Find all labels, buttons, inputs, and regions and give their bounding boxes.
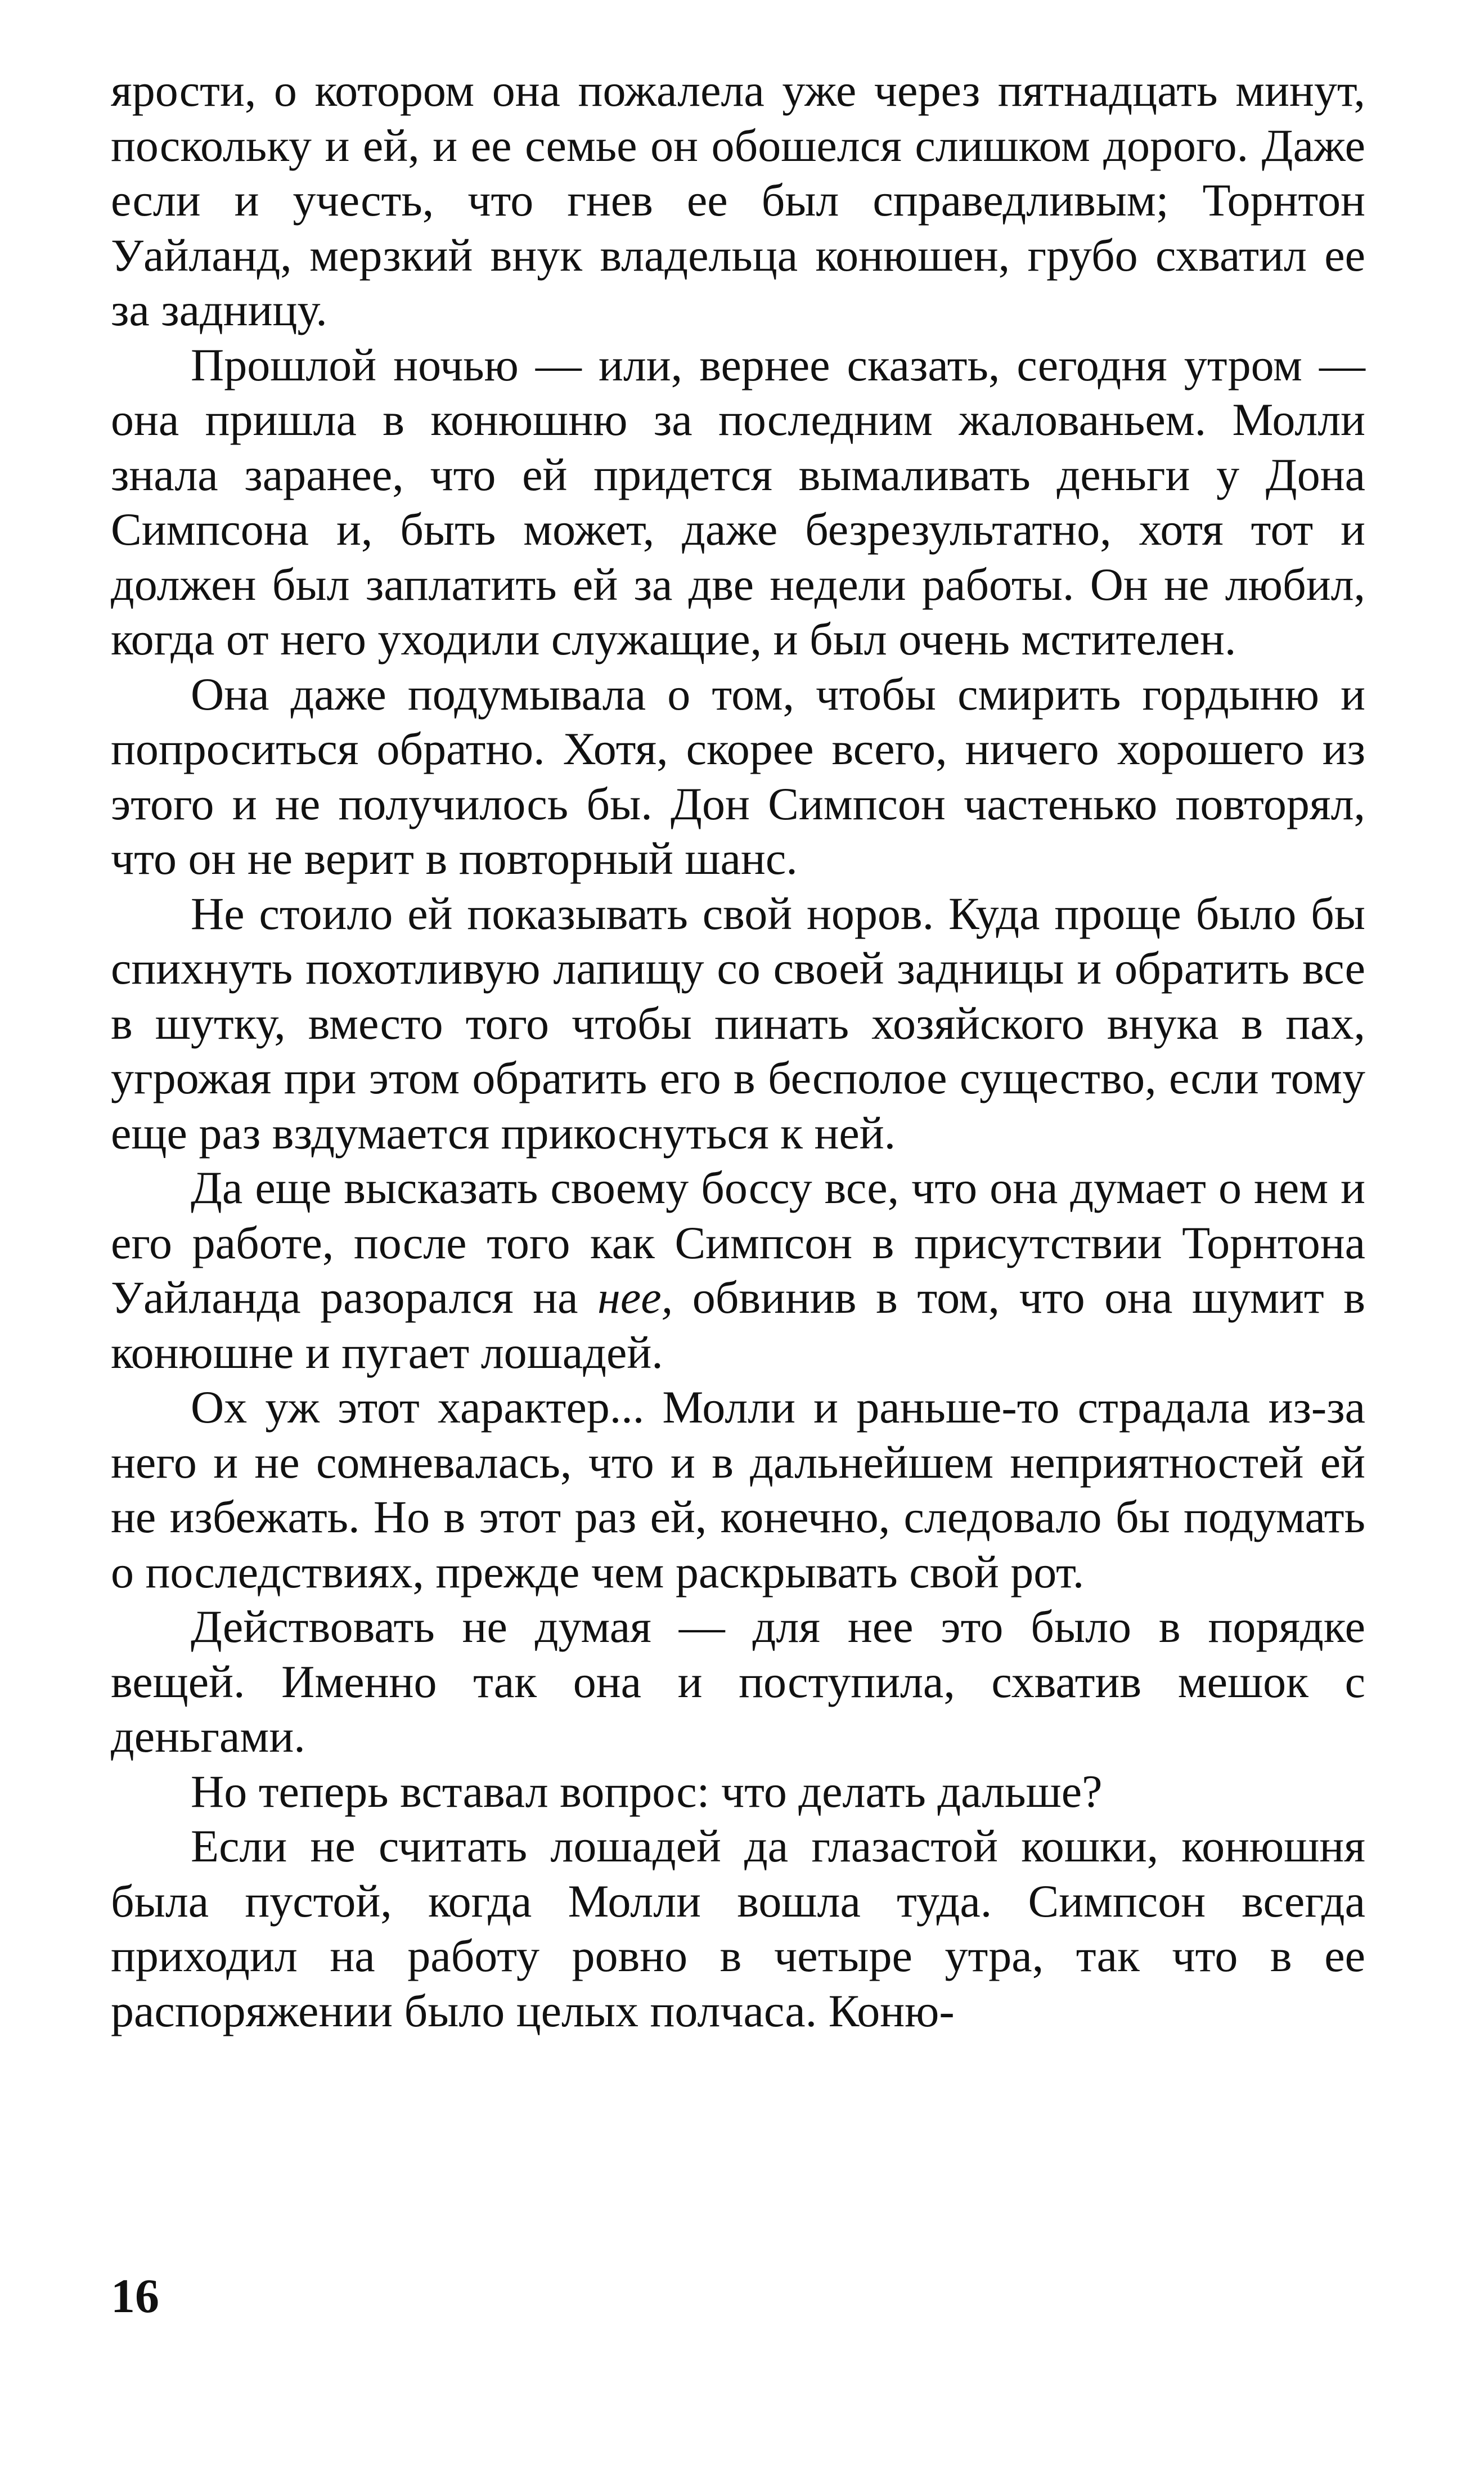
paragraph-5-text-before: Да еще высказать своему боссу все, что она думает о нем и его работе, после того как Симпсон в присутствии Торнтона Уайланда разорался на (111, 1162, 1365, 1323)
paragraph-6: Ох уж этот характер... Молли и раньше-то страдала из-за него и не сомневалась, что и в дальнейшем неприятностей ей не избежать. Но в этот раз ей, конечно, следовало бы подумать о последствиях, прежде чем раскрывать свой рот. (111, 1381, 1365, 1597)
paragraph-8: Но теперь вставал вопрос: что делать дальше? (191, 1765, 1103, 1817)
paragraph-5 (111, 1160, 1365, 1380)
emphasized-word: нее, (597, 1272, 673, 1323)
body-text (111, 63, 1365, 2038)
paragraph-5-text-after: обвинив в том, что она шумит в конюшне и пугает лошадей. (111, 1272, 1365, 1378)
paragraph-1: ярости, о котором она пожалела уже через пятнадцать минут, поскольку и ей, и ее семье он обошелся слишком дорого. Даже если и учесть, что гнев ее был справедливым; Торнтон Уайланд, мерзкий внук владельца конюшен, грубо схватил ее за задницу. (111, 65, 1365, 335)
paragraph-2: Прошлой ночью — или, вернее сказать, сегодня утром — она пришла в конюшню за последним жалованьем. Молли знала заранее, что ей придется вымаливать деньги у Дона Симпсона и, быть может, даже безрезультатно, хотя тот и должен был заплатить ей за две недели работы. Он не любил, когда от него уходили служащие, и был очень мстителен. (111, 339, 1365, 665)
paragraph-7: Действовать не думая — для нее это было в порядке вещей. Именно так она и поступила, схватив мешок с деньгами. (111, 1601, 1365, 1762)
paragraph-4: Не стоило ей показывать свой норов. Куда проще было бы спихнуть похотливую лапищу со своей задницы и обратить все в шутку, вместо того чтобы пинать хозяйского внука в пах, угрожая при этом обратить его в бесполое существо, если тому еще раз вздумается прикоснуться к ней. (111, 887, 1365, 1159)
paragraph-9: Если не считать лошадей да глазастой кошки, конюшня была пустой, когда Молли вошла туда. Симпсон всегда приходил на работу ровно в четыре утра, так что в ее распоряжении было целых полчаса. Коню- (111, 1820, 1365, 2036)
paragraph-3: Она даже подумывала о том, чтобы смирить гордыню и попроситься обратно. Хотя, скорее всего, ничего хорошего из этого и не получилось бы. Дон Симпсон частенько повторял, что он не верит в повторный шанс. (111, 668, 1365, 884)
page-number: 16 (111, 2269, 159, 2323)
